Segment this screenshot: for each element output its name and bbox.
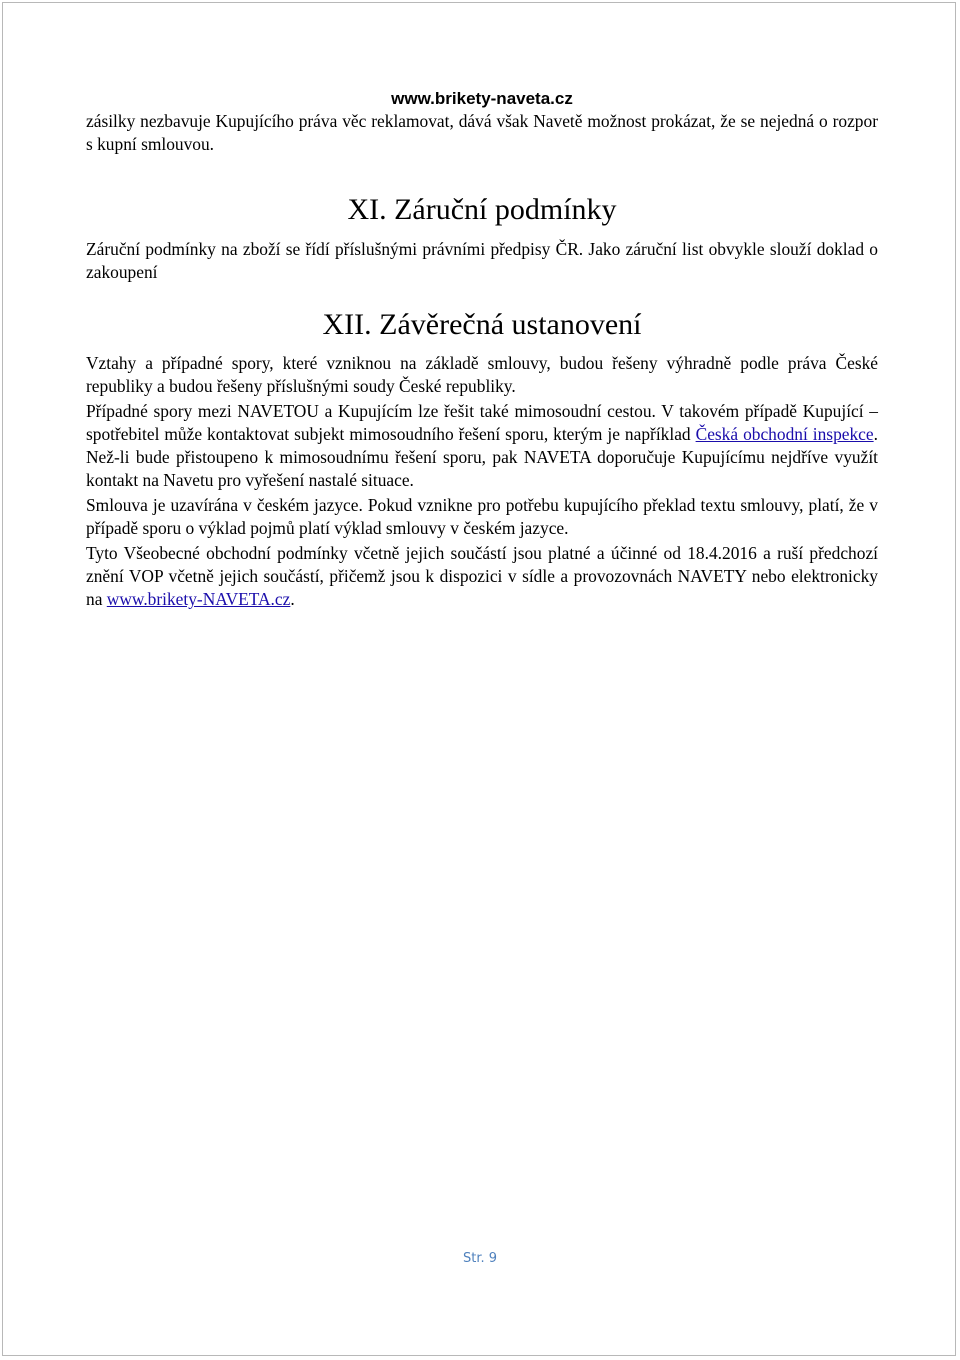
intro-paragraph: zásilky nezbavuje Kupujícího práva věc reklamovat, dává však Navetě možnost prokázat, že se nejedná o rozpor s kupní smlouvou. [86,111,878,154]
page-number: Str. 9 [462,1251,498,1266]
paragraph-4-text-b: . [290,589,295,609]
site-header: www.brikety-naveta.cz [391,89,573,108]
paragraph-2-text-a: Případné spory mezi NAVETOU a Kupujícím lze řešit také mimosoudní cestou. V takovém případě Kupující – spotřebitel může kontaktovat subjekt mimosoudního řešení sporu, kterým je například [86,401,878,444]
section-xii-paragraph-3: Smlouva je uzavírána v českém jazyce. Pokud vznikne pro potřebu kupujícího překlad textu smlouvy, platí, že v případě sporu o výklad pojmů platí výklad smlouvy v českém jazyce. [86,495,878,538]
section-xi-text: Záruční podmínky na zboží se řídí příslušnými právními předpisy ČR. Jako záruční list obvykle slouží doklad o zakoupení [86,239,878,282]
section-xii-paragraph-2 [86,400,878,492]
section-xii-title: XII. Závěrečná ustanovení [322,308,642,341]
document-page [86,88,878,611]
section-xi-title: XI. Záruční podmínky [347,193,617,226]
paragraph-4-text-a: Tyto Všeobecné obchodní podmínky včetně jejich součástí jsou platné a účinné od 18.4.2016 a ruší předchozí znění VOP včetně jejich součástí, přičemž jsou k dispozici v sídle a provozovnách NAVETY nebo elektronicky na [86,543,878,609]
paragraph-2-text-b: . Než-li bude přistoupeno k mimosoudnímu řešení sporu, pak NAVETA doporučuje Kupujícímu nejdříve využít kontakt na Navetu pro vyřešení nastalé situace. [86,424,878,490]
website-link[interactable]: www.brikety-NAVETA.cz [106,589,291,609]
coi-link[interactable]: Česká obchodní inspekce [695,424,874,444]
section-xii-paragraph-4 [86,542,878,611]
section-xii-paragraph-1: Vztahy a případné spory, které vzniknou na základě smlouvy, budou řešeny výhradně podle práva České republiky a budou řešeny příslušnými soudy České republiky. [86,353,878,396]
